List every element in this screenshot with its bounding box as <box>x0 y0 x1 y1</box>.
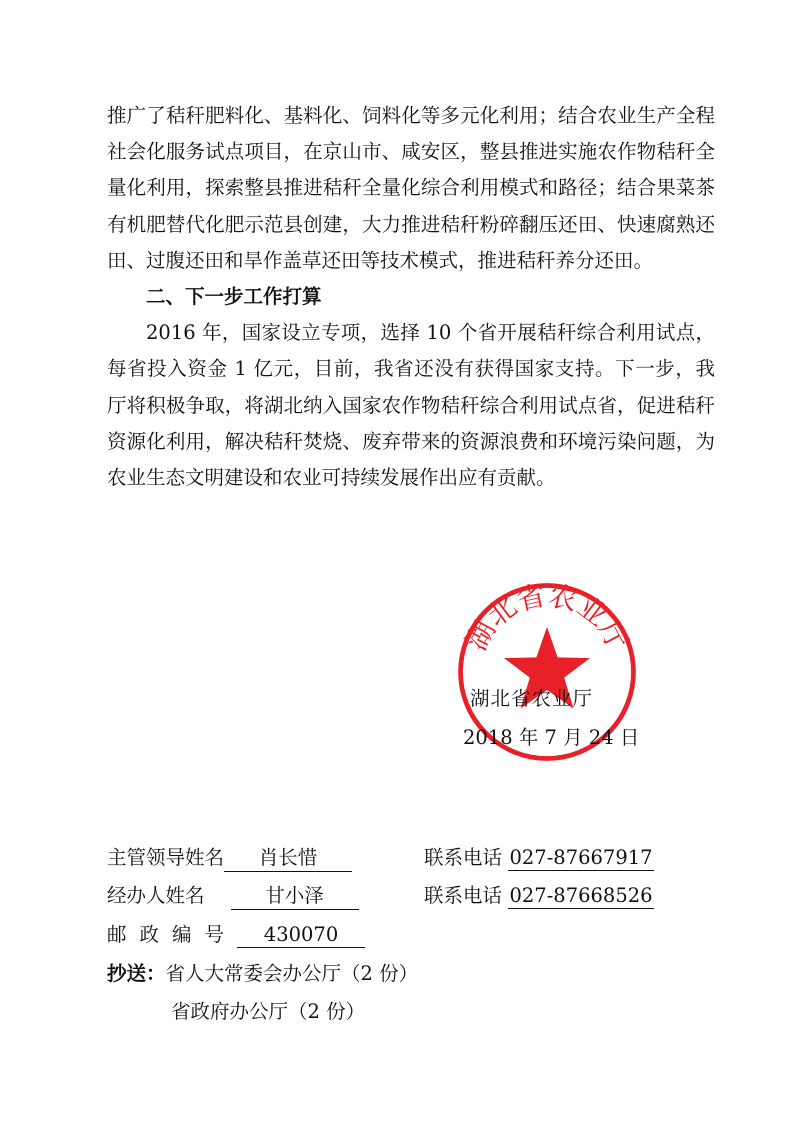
leader-name: 肖长惜 <box>224 842 352 872</box>
section-heading: 二、下一步工作打算 <box>146 285 322 309</box>
postcode-row <box>107 919 365 948</box>
phone-row-1 <box>424 842 654 871</box>
body-text <box>107 98 715 496</box>
leader-label: 主管领导姓名 <box>107 846 225 869</box>
cc-item-1: 省人大常委会办公厅（2 份） <box>165 962 419 985</box>
postcode-label: 邮政编号 <box>107 923 238 946</box>
cc-row-2 <box>171 996 365 1024</box>
signature-org: 湖北省农业厅 <box>470 687 594 710</box>
phone-label-1: 联系电话 <box>424 846 503 869</box>
postcode: 430070 <box>237 923 365 948</box>
cc-item-2: 省政府办公厅（2 份） <box>171 1000 366 1023</box>
leader-row <box>107 842 352 872</box>
handler-name: 甘小泽 <box>231 880 359 910</box>
phone-2: 027-87668526 <box>509 884 653 907</box>
paragraph-1: 推广了秸秆肥料化、基料化、饲料化等多元化利用；结合农业生产全程社会化服务试点项目，在京山市、咸安区，整县推进实施农作物秸秆全量化利用，探索整县推进秸秆全量化综合利用模式和路径；结合果菜茶有机肥替代化肥示范县创建，大力推进秸秆粉碎翻压还田、快速腐熟还田、过腹还田和旱作盖草还田等技术模式，推进秸秆养分还田。 <box>107 104 715 272</box>
handler-label: 经办人姓名 <box>107 884 205 907</box>
cc-label: 抄送： <box>107 962 166 985</box>
paragraph-2: 2016 年，国家设立专项，选择 10 个省开展秸秆综合利用试点，每省投入资金 1 亿元，目前，我省还没有获得国家支持。下一步，我厅将积极争取，将湖北纳入国家农作物秸秆综合利用试点省，促进秸秆资源化利用，解决秸秆焚烧、废弃带来的资源浪费和环境污染问题，为农业生态文明建设和农业可持续发展作出应有贡献。 <box>107 321 715 490</box>
cc-row-1 <box>107 958 418 986</box>
seal-text-path: 湖北省农业厅 <box>459 578 635 656</box>
phone-1: 027-87667917 <box>509 846 653 869</box>
signature-date: 2018 年 7 月 24 日 <box>463 726 640 749</box>
handler-row <box>107 880 359 910</box>
phone-label-2: 联系电话 <box>424 884 503 907</box>
phone-row-2 <box>424 880 654 909</box>
